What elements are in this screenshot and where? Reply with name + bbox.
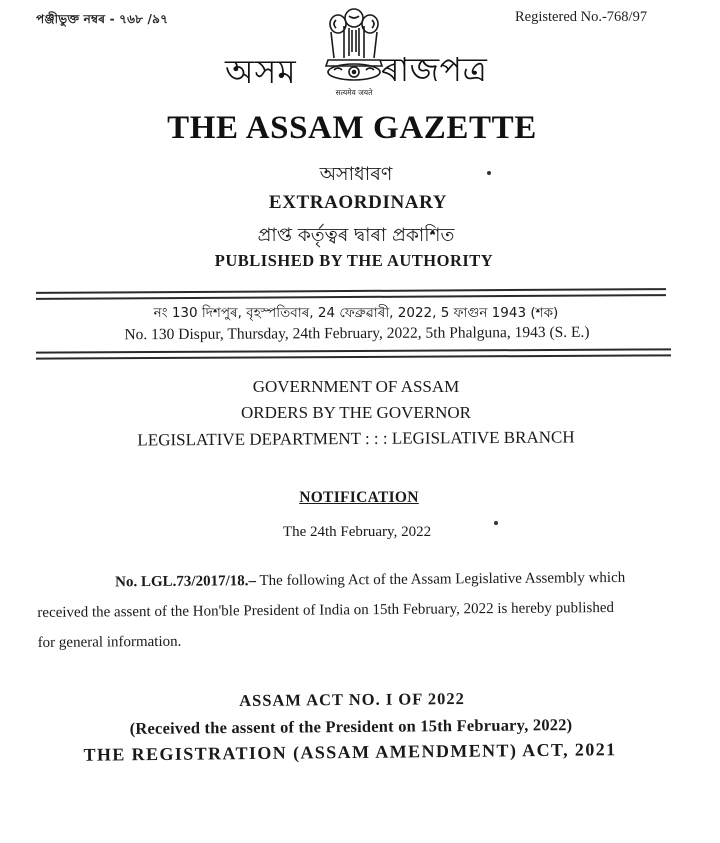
notification-date: The 24th February, 2022	[282, 524, 432, 540]
notification-heading: NOTIFICATION	[299, 489, 419, 506]
published-by-authority-english: PUBLISHED BY THE AUTHORITY	[214, 251, 494, 270]
divider-rule	[36, 288, 666, 293]
government-heading: GOVERNMENT OF ASSAM	[252, 377, 460, 396]
registration-number-assamese: পঞ্জীভুক্ত নম্বৰ - ৭৬৮ /৯৭	[36, 12, 169, 26]
act-title: THE REGISTRATION (ASSAM AMENDMENT) ACT, 2021	[83, 739, 617, 765]
reference-number: No. LGL.73/2017/18.–	[115, 573, 257, 591]
paragraph-text: The following Act of the Assam Legislative Assembly which	[255, 569, 626, 590]
divider-rule	[36, 354, 671, 359]
issue-line-assamese: নং 130 দিশপুৰ, বৃহস্পতিবাৰ, 24 ফেব্ৰুৱাৰী, 2022, 5 ফাগুন 1943 (শক)	[153, 305, 559, 321]
divider-rule	[36, 348, 671, 353]
published-by-authority-assamese: প্ৰাপ্ত কৰ্তৃত্বৰ দ্বাৰা প্ৰকাশিত	[257, 225, 455, 246]
registration-number-english: Registered No.-768/97	[515, 9, 648, 25]
extraordinary-assamese: অসাধাৰণ	[319, 163, 393, 185]
act-number: ASSAM ACT NO. I OF 2022	[239, 689, 465, 710]
department-heading: LEGISLATIVE DEPARTMENT : : : LEGISLATIVE BRANCH	[137, 427, 575, 450]
gazette-title: THE ASSAM GAZETTE	[167, 110, 537, 146]
extraordinary-english: EXTRAORDINARY	[268, 192, 448, 213]
divider-rule	[36, 294, 666, 299]
assent-note: (Received the assent of the President on 15th February, 2022)	[129, 715, 573, 738]
scan-speck	[494, 521, 498, 525]
orders-heading: ORDERS BY THE GOVERNOR	[241, 403, 471, 422]
notification-paragraph	[37, 562, 686, 658]
issue-line-english: No. 130 Dispur, Thursday, 24th February, 2022, 5th Phalguna, 1943 (S. E.)	[124, 323, 590, 344]
emblem-motto: सत्यमेव जयते	[335, 88, 373, 97]
masthead-assamese-right: ৰাজপত্ৰ	[381, 50, 488, 89]
scan-speck	[487, 171, 491, 175]
paragraph-line: for general information.	[37, 633, 182, 651]
masthead-assamese-left: অসম	[225, 52, 297, 91]
paragraph-line: received the assent of the Hon'ble President of India on 15th February, 2022 is hereby published	[37, 599, 615, 621]
